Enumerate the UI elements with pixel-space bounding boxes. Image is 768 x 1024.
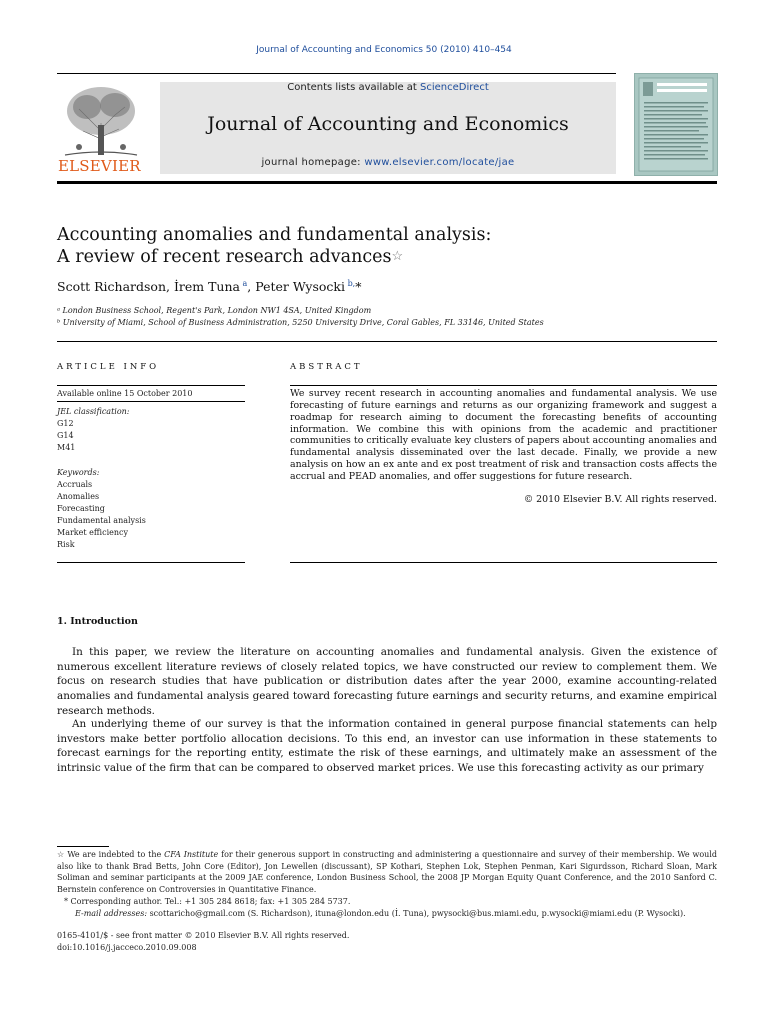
divider [57, 562, 245, 563]
divider [57, 341, 717, 342]
title-line-1: Accounting anomalies and fundamental analysis: [57, 225, 492, 245]
issn-line: 0165-4101/$ - see front matter © 2010 Elsevier B.V. All rights reserved. [57, 931, 350, 940]
affil-link-a[interactable]: a [242, 279, 248, 288]
keyword: Forecasting [57, 504, 105, 513]
divider [57, 385, 245, 386]
keywords-label: Keywords: [57, 468, 100, 477]
keyword: Market efficiency [57, 528, 129, 537]
affiliation-a: ᵃ London Business School, Regent's Park, London NW1 4SA, United Kingdom [57, 306, 372, 315]
author-tuna: İrem Tuna [173, 279, 240, 295]
publisher-logo-text: ELSEVIER [58, 157, 141, 175]
jel-code: G14 [57, 431, 74, 440]
homepage-prefix: journal homepage: [261, 157, 365, 168]
divider [57, 401, 245, 402]
journal-cover-thumbnail [634, 73, 718, 176]
author-wysocki: , Peter Wysocki [247, 279, 346, 295]
abstract-text: We survey recent research in accounting anomalies and fundamental analysis. We use forecasting of future earnings and returns as our organizing framework and suggest a roadmap for research aiming to document the forecasting benefits of accounting information. We combine this with opinions from the academic and practitioner communities to critically evaluate key clusters of papers about accounting anomalies and fundamental analysis disseminated over the last decade. Finally, we provide a new analysis on how an ex ante and ex post treatment of risk and transaction costs affects the accrual and PEAD anomalies, and offer suggestions for future research. [290, 388, 717, 482]
doi-line[interactable]: doi:10.1016/j.jacceco.2010.09.008 [57, 943, 197, 952]
header-bottom-rule [57, 181, 717, 184]
abstract-heading: ABSTRACT [290, 362, 363, 372]
cover-image [635, 74, 717, 175]
homepage-line [160, 157, 616, 168]
email-addresses [75, 908, 717, 920]
keyword: Risk [57, 540, 75, 549]
abstract-copyright: © 2010 Elsevier B.V. All rights reserved. [523, 494, 717, 505]
jel-code: M41 [57, 443, 76, 452]
jel-code: G12 [57, 419, 74, 428]
homepage-link[interactable]: www.elsevier.com/locate/jae [364, 157, 515, 168]
contents-prefix: Contents lists available at [287, 82, 421, 93]
email-label: E-mail addresses: [75, 909, 148, 918]
ack-text-rest: for their generous support in constructing and administering a questionnaire and survey of their membership. We would also like to thank Brad Betts, John Core (Editor), Jon Lewellen (discussant), SP Kothari, Stephen Lok, Stephen Penman, Kari Sigurdsson, Richard Sloan, Mark Soliman and seminar participants at the 2009 JAE conference, London Business School, the 2008 JP Morgan Equity Quant Conference, and the 2010 Sanford C. Bernstein conference on Controversies in Quantitative Finance. [57, 850, 717, 894]
acknowledgement-footnote [57, 849, 717, 895]
author-richardson: Scott Richardson, [57, 279, 174, 295]
affiliation-b: ᵇ University of Miami, School of Business Administration, 5250 University Drive, Coral Gables, FL 33146, United States [57, 318, 544, 327]
divider [290, 562, 717, 563]
intro-paragraph-2: An underlying theme of our survey is that the information contained in general purpose financial statements can help investors make better portfolio allocation decisions. To this end, an investor can use information in these statements to forecast earnings for the reporting entity, estimate the risk of these earnings, and ultimately make an assessment of the intrinsic value of the firm that can be compared to observed market prices. We use this forecasting activity as our primary [57, 718, 717, 775]
contents-line [160, 82, 616, 93]
email-list[interactable]: scottaricho@gmail.com (S. Richardson), ituna@london.edu (İ. Tuna), pwysocki@bus.miami.edu, p.wysocki@miami.edu (P. Wysocki). [147, 909, 686, 918]
affil-link-b[interactable]: b, [347, 279, 356, 288]
title-line-2: A review of recent research advances [57, 247, 392, 267]
journal-name: Journal of Accounting and Economics [207, 113, 569, 135]
sciencedirect-link[interactable]: ScienceDirect [420, 82, 489, 93]
keyword: Fundamental analysis [57, 516, 146, 525]
intro-paragraph-1: In this paper, we review the literature on accounting anomalies and fundamental analysis. Given the existence of numerous excellent literature reviews of closely related topics, we have constructed our review to complement them. We focus on research studies that have publication or distribution dates after the year 2000, examine accounting-related anomalies and fundamental analysis geared toward forecasting future earnings and security returns, and examine empirical research methods. [57, 646, 717, 717]
footnote-rule [57, 846, 109, 847]
article-title [57, 224, 491, 268]
keyword: Anomalies [57, 492, 100, 501]
section-heading-introduction: 1. Introduction [57, 616, 138, 627]
divider [290, 385, 717, 386]
jel-label: JEL classification: [57, 407, 130, 416]
article-info-heading: ARTICLE INFO [57, 362, 160, 372]
title-footnote-star[interactable]: ☆ [391, 249, 404, 264]
available-online: Available online 15 October 2010 [57, 389, 193, 398]
corresponding-author-mark[interactable]: * [355, 279, 362, 295]
journal-citation[interactable]: Journal of Accounting and Economics 50 (2010) 410–454 [256, 45, 512, 55]
corresponding-author-note: * Corresponding author. Tel.: +1 305 284 8618; fax: +1 305 284 5737. [64, 897, 351, 906]
cfa-institute-name: CFA Institute [164, 850, 219, 859]
author-list [57, 279, 361, 294]
ack-text-start: ☆ We are indebted to the [57, 850, 165, 859]
keyword: Accruals [57, 480, 93, 489]
header-top-rule [57, 73, 616, 74]
